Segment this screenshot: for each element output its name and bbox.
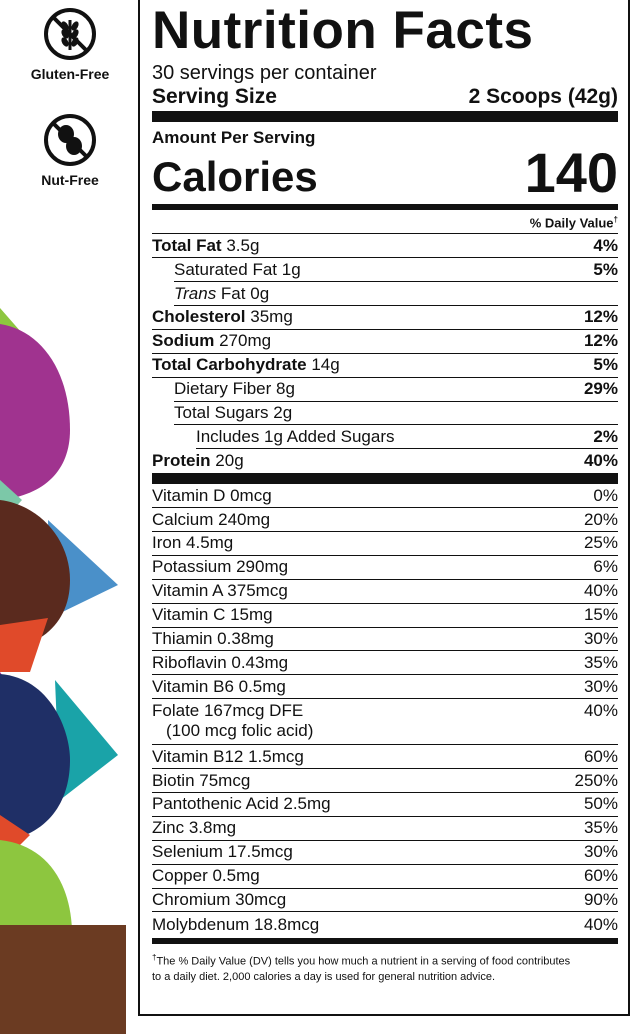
nutrient-amount: 2g xyxy=(273,403,293,422)
nutrient-row xyxy=(152,306,618,330)
vitamin-name: Vitamin B12 1.5mcg xyxy=(152,746,304,766)
nutrient-daily-value: 12% xyxy=(583,331,618,351)
serving-size-value: 2 Scoops (42g) xyxy=(468,85,618,108)
packaging-art xyxy=(0,300,130,1034)
servings-per-container: 30 servings per container xyxy=(152,62,377,84)
nutrient-row xyxy=(152,449,618,473)
vitamin-row xyxy=(152,651,618,675)
vitamin-daily-value: 30% xyxy=(583,842,618,862)
vitamin-name: Biotin 75mcg xyxy=(152,770,251,790)
vitamin-row xyxy=(152,580,618,604)
vitamin-row xyxy=(152,817,618,841)
nutrient-amount: 0g xyxy=(250,283,270,303)
vitamin-name: Vitamin D 0mcg xyxy=(152,485,272,505)
vitamin-row xyxy=(152,556,618,580)
calories-label: Calories xyxy=(152,153,318,200)
vitamin-name: Vitamin C 15mg xyxy=(152,605,273,625)
nutrient-name: Sodium 270mg xyxy=(152,331,272,351)
nutrient-daily-value: 5% xyxy=(593,355,618,375)
nutrient-amount: 1g xyxy=(281,259,301,279)
nutrient-amount: 270mg xyxy=(219,331,272,351)
vitamin-daily-value: 60% xyxy=(583,746,618,766)
vitamin-daily-value: 50% xyxy=(583,794,618,814)
vitamin-name: Calcium 240mg xyxy=(152,509,271,529)
nutrient-row xyxy=(174,378,618,402)
nutrient-name: Cholesterol 35mg xyxy=(152,307,293,327)
vitamin-row xyxy=(152,841,618,865)
vitamin-daily-value: 35% xyxy=(583,652,618,672)
nutrient-daily-value: 29% xyxy=(583,379,618,399)
vitamin-name: Riboflavin 0.43mg xyxy=(152,652,289,672)
nutrient-row xyxy=(174,402,618,426)
nutrient-daily-value: 5% xyxy=(593,259,618,279)
vitamin-daily-value: 90% xyxy=(583,890,618,910)
vitamin-row xyxy=(152,484,618,508)
vitamin-row xyxy=(152,508,618,532)
vitamin-daily-value: 20% xyxy=(583,509,618,529)
vitamin-daily-value: 0% xyxy=(593,485,618,505)
amount-per-serving: Amount Per Serving xyxy=(152,128,316,147)
nutrient-row xyxy=(174,258,618,282)
nutrient-name: Protein 20g xyxy=(152,451,244,471)
nutrient-amount: 20g xyxy=(215,451,244,471)
vitamin-daily-value: 30% xyxy=(583,676,618,696)
vitamin-name: Iron 4.5mg xyxy=(152,533,234,553)
vitamin-daily-value: 40% xyxy=(583,701,618,721)
vitamin-row xyxy=(152,889,618,913)
vitamin-row xyxy=(152,675,618,699)
vitamin-name: Folate 167mcg DFE (100 mcg folic acid) xyxy=(152,701,314,741)
nutrient-list xyxy=(152,234,618,473)
footnote: †The % Daily Value (DV) tells you how much a nutrient in a serving of food contributes to a daily diet. 2,000 calories a day is used for general nutrition advice. xyxy=(152,953,571,984)
vitamin-name: Potassium 290mg xyxy=(152,557,289,577)
nutrient-daily-value: 4% xyxy=(593,235,618,255)
vitamin-name: Thiamin 0.38mg xyxy=(152,629,274,649)
divider-thick xyxy=(152,111,618,122)
nutrient-amount: 35mg xyxy=(250,307,293,327)
vitamin-daily-value: 40% xyxy=(583,581,618,601)
wheat-crossed-icon xyxy=(42,6,98,62)
nutrient-name: Includes 1g Added Sugars xyxy=(196,426,395,446)
vitamin-name: Vitamin A 375mcg xyxy=(152,581,288,601)
vitamin-row xyxy=(152,912,618,938)
nut-free-badge xyxy=(20,112,120,188)
nutrient-name: Total Sugars 2g xyxy=(174,403,293,422)
serving-size-row xyxy=(152,84,618,110)
nutrient-row xyxy=(196,425,618,449)
vitamin-row xyxy=(152,628,618,652)
label-title: Nutrition Facts xyxy=(152,1,534,60)
vitamin-list xyxy=(152,484,618,938)
vitamin-name: Molybdenum 18.8mcg xyxy=(152,915,320,935)
peanut-crossed-icon xyxy=(42,112,98,168)
nutrient-name: Saturated Fat 1g xyxy=(174,259,301,279)
vitamin-name: Selenium 17.5mcg xyxy=(152,842,293,862)
nutrient-name: Total Fat 3.5g xyxy=(152,235,260,255)
nutrient-row xyxy=(152,354,618,378)
nutrition-facts-label xyxy=(138,0,630,1016)
vitamin-daily-value: 6% xyxy=(593,557,618,577)
vitamin-name: Zinc 3.8mg xyxy=(152,818,237,838)
vitamin-row xyxy=(152,793,618,817)
nutrient-name: Dietary Fiber 8g xyxy=(174,379,295,399)
calories-row xyxy=(152,141,618,204)
serving-size-label: Serving Size xyxy=(152,85,277,108)
divider-thick xyxy=(152,473,618,484)
gluten-free-label: Gluten-Free xyxy=(30,66,110,82)
nutrient-daily-value: 12% xyxy=(583,307,618,327)
vitamin-name: Vitamin B6 0.5mg xyxy=(152,676,286,696)
vitamin-daily-value: 250% xyxy=(574,770,618,790)
nutrient-daily-value: 2% xyxy=(593,426,618,446)
vitamin-daily-value: 35% xyxy=(583,818,618,838)
vitamin-row xyxy=(152,604,618,628)
vitamin-daily-value: 60% xyxy=(583,866,618,886)
vitamin-row xyxy=(152,532,618,556)
vitamin-name: Pantothenic Acid 2.5mg xyxy=(152,794,331,814)
daily-value-header: % Daily Value† xyxy=(152,210,618,234)
vitamin-daily-value: 25% xyxy=(583,533,618,553)
vitamin-name: Chromium 30mcg xyxy=(152,890,287,910)
gluten-free-badge xyxy=(20,6,120,82)
vitamin-daily-value: 40% xyxy=(583,915,618,935)
nutrient-daily-value: 40% xyxy=(583,451,618,471)
vitamin-name: Copper 0.5mg xyxy=(152,866,260,886)
calories-value: 140 xyxy=(524,141,618,204)
vitamin-daily-value: 15% xyxy=(583,605,618,625)
vitamin-daily-value: 30% xyxy=(583,629,618,649)
nutrient-row xyxy=(152,330,618,354)
nutrient-amount: 14g xyxy=(311,355,340,375)
divider-medium xyxy=(152,938,618,944)
nutrient-row xyxy=(174,282,618,306)
nutrient-name: Total Carbohydrate 14g xyxy=(152,355,340,375)
vitamin-row xyxy=(152,699,618,745)
nutrient-amount: 8g xyxy=(276,379,295,399)
nutrient-name: Trans Fat 0g xyxy=(174,283,270,303)
nutrient-amount: 3.5g xyxy=(226,235,260,255)
nutrient-row xyxy=(152,234,618,258)
nut-free-label: Nut-Free xyxy=(41,172,99,188)
vitamin-row xyxy=(152,865,618,889)
vitamin-row xyxy=(152,745,618,769)
vitamin-row xyxy=(152,769,618,793)
